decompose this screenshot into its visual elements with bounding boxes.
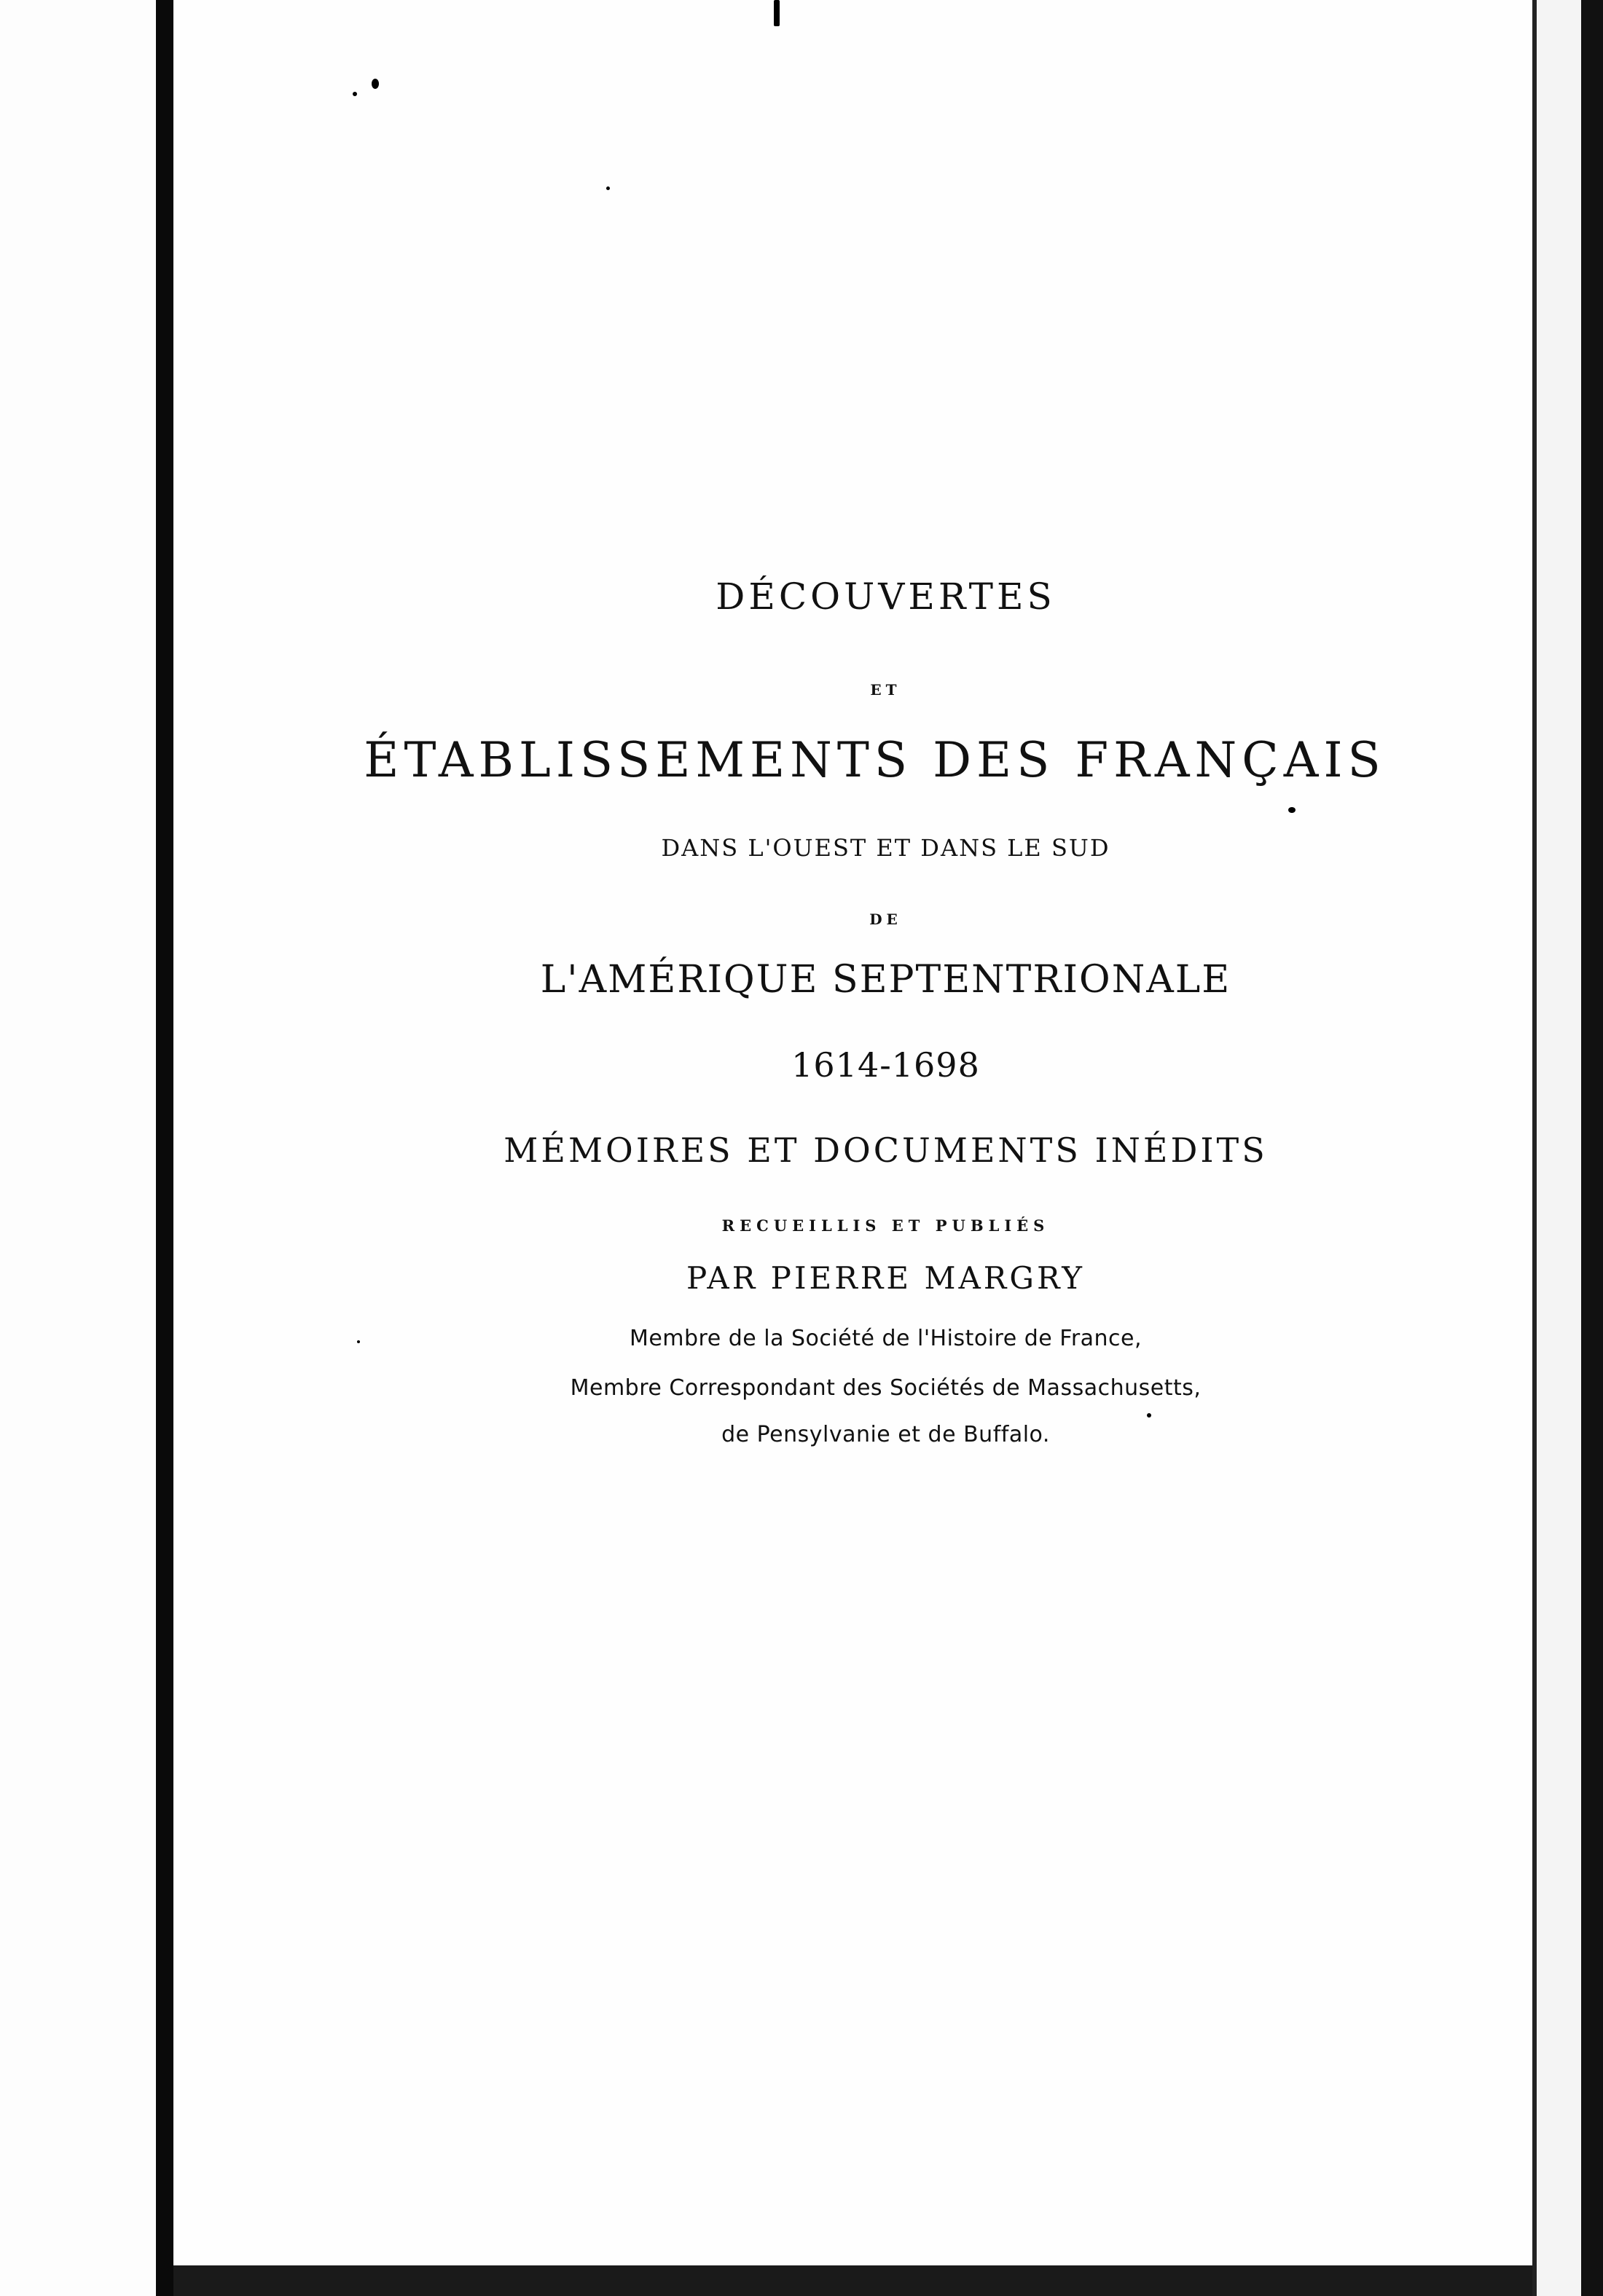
date-range: 1614-1698 bbox=[791, 1045, 980, 1085]
author-affiliation-3: de Pensylvanie et de Buffalo. bbox=[721, 1422, 1050, 1447]
subtitle-amerique: L'AMÉRIQUE SEPTENTRIONALE bbox=[540, 958, 1231, 1002]
scan-right-margin bbox=[1532, 0, 1586, 2296]
scan-left-margin bbox=[0, 0, 156, 2296]
scan-right-border bbox=[1581, 0, 1603, 2296]
scan-speck bbox=[1288, 807, 1296, 813]
title-de: DE bbox=[869, 911, 902, 928]
scan-speck bbox=[606, 186, 610, 190]
title-memoires: MÉMOIRES ET DOCUMENTS INÉDITS bbox=[503, 1131, 1268, 1170]
scan-speck bbox=[353, 92, 357, 96]
scan-speck bbox=[774, 0, 780, 26]
author-affiliation-2: Membre Correspondant des Sociétés de Massachusetts, bbox=[570, 1375, 1202, 1401]
scan-speck bbox=[1147, 1413, 1151, 1418]
scan-speck bbox=[372, 79, 379, 89]
title-et: ET bbox=[870, 681, 901, 699]
main-title: ÉTABLISSEMENTS DES FRANÇAIS bbox=[364, 732, 1386, 788]
author-affiliation-1: Membre de la Société de l'Histoire de France, bbox=[629, 1326, 1143, 1351]
title-decouvertes: DÉCOUVERTES bbox=[716, 575, 1056, 618]
title-recueillis: RECUEILLIS ET PUBLIÉS bbox=[721, 1216, 1050, 1235]
subtitle-region: DANS L'OUEST ET DANS LE SUD bbox=[661, 834, 1110, 862]
author-line: PAR PIERRE MARGRY bbox=[686, 1260, 1086, 1296]
scan-bottom-border bbox=[173, 2265, 1532, 2296]
